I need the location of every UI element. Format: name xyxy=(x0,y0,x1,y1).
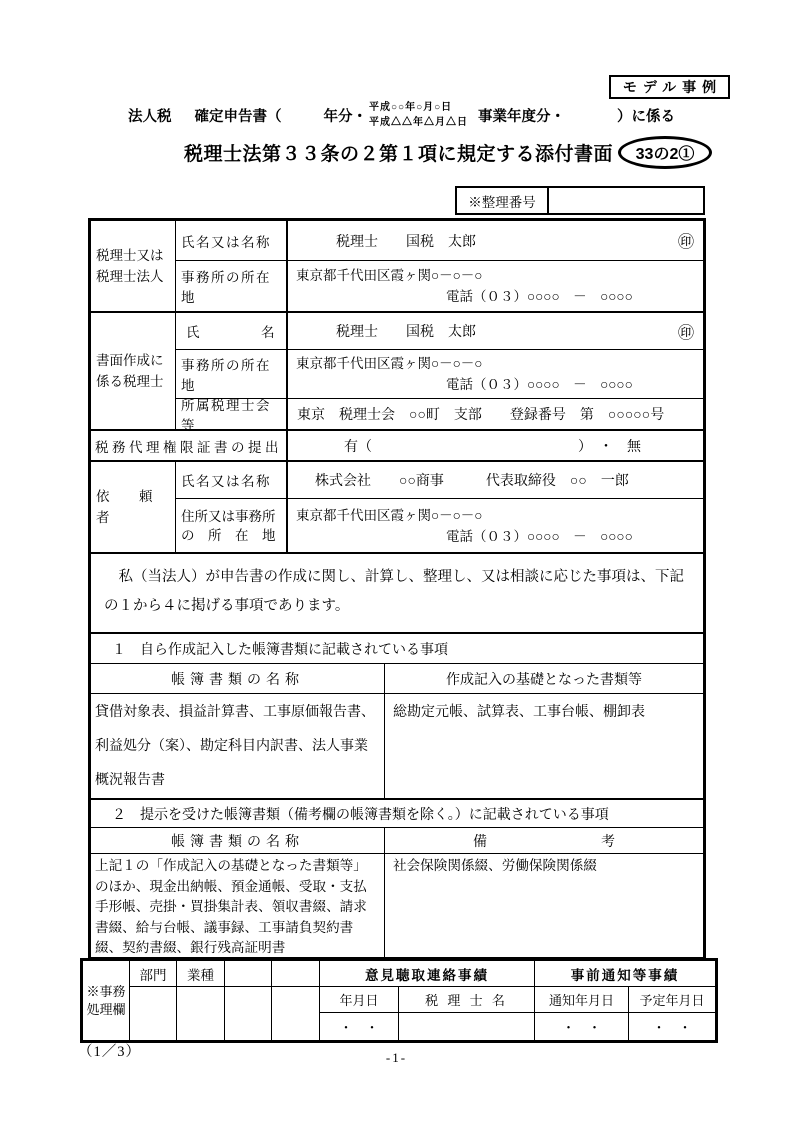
notice-date-field[interactable]: ・ ・ xyxy=(561,1020,601,1035)
industry-field[interactable] xyxy=(177,987,224,1040)
group-client-label xyxy=(91,462,182,552)
name-label-left: 氏 xyxy=(186,325,201,340)
group-tax-accountant xyxy=(91,221,703,313)
page-number: -1- xyxy=(385,1050,408,1065)
department-field[interactable] xyxy=(130,987,176,1040)
section2-remarks-header-left: 備 xyxy=(473,834,487,850)
office-address-label: 事務所の所在地 xyxy=(176,261,288,311)
office-label-line: ※事務 xyxy=(86,983,126,999)
sheet-number: （1／3） xyxy=(78,1044,141,1060)
client-name-label: 氏名又は名称 xyxy=(176,462,288,498)
row-association xyxy=(176,398,703,433)
agency-yes-option: 有（ xyxy=(344,439,372,455)
seal-mark-icon: ㊞ xyxy=(677,234,694,251)
section2-col1-header: 帳簿書類の名称 xyxy=(91,828,385,853)
section2-remarks-header-right: 考 xyxy=(601,834,615,850)
office-phone-value: 電話（０３）○○○○ － ○○○○ xyxy=(446,377,633,392)
declaration-paragraph: 私（当法人）が申告書の作成に関し、計算し、整理し、又は相談に応じた事項は、下記の１から４に掲げる事項であります。 xyxy=(91,554,703,634)
office-processing-label xyxy=(83,961,130,1040)
reference-number-field[interactable] xyxy=(549,188,703,213)
scheduled-date-field[interactable]: ・ ・ xyxy=(652,1020,692,1035)
accountant-name-value: 税理士 国税 太郎 xyxy=(336,234,476,250)
row-agency-authorization xyxy=(91,431,703,462)
blank-header xyxy=(272,961,319,987)
section1-column-headers xyxy=(91,664,703,694)
blank-field[interactable] xyxy=(272,987,319,1040)
blank-header xyxy=(225,961,271,987)
department-column xyxy=(130,961,177,1040)
association-value: 東京 税理士会 ○○町 支部 登録番号 第 ○○○○○号 xyxy=(297,408,665,423)
scheduled-date-column xyxy=(629,987,715,1040)
header-line xyxy=(128,96,675,134)
section1-basis-documents: 総勘定元帳、試算表、工事台帳、棚卸表 xyxy=(393,705,645,720)
industry-header: 業種 xyxy=(177,961,224,987)
group-client xyxy=(91,462,703,554)
period-end: 平成△△年△月△日 xyxy=(369,117,468,128)
opinion-hearing-section xyxy=(320,961,535,1040)
row-name xyxy=(176,313,703,350)
office-address-value: 東京都千代田区霞ヶ関○－○－○ xyxy=(296,356,483,371)
name-label: 氏名又は名称 xyxy=(176,221,288,260)
main-form-table xyxy=(88,218,706,960)
client-address-label-line: 住所又は事務所 xyxy=(181,508,276,524)
seal-mark-icon: ㊞ xyxy=(677,324,694,342)
group-preparing-accountant xyxy=(91,313,703,431)
section1-heading: １ 自ら作成記入した帳簿書類に記載されている事項 xyxy=(91,634,703,664)
group-tax-accountant-label xyxy=(91,221,176,311)
industry-column xyxy=(177,961,225,1040)
group-label-line: 税理士又は xyxy=(96,248,164,263)
row-office-address xyxy=(176,261,703,311)
return-close-label: ）に係る xyxy=(617,108,675,125)
accountant-name-value: 税理士 国税 太郎 xyxy=(336,325,476,340)
association-label: 所属税理士会等 xyxy=(176,399,288,429)
return-open-label: 確定申告書（ xyxy=(194,108,282,125)
group-label-line: 依 頼 者 xyxy=(96,489,182,525)
opinion-hearing-header: 意見聴取連絡事績 xyxy=(320,961,534,987)
section2-remarks-value: 社会保険関係綴、労働保険関係綴 xyxy=(393,858,597,873)
client-address-label-line: の 所 在 地 xyxy=(181,527,276,543)
section2-heading: ２ 提示を受けた帳簿書類（備考欄の帳簿書類を除く。）に記載されている事項 xyxy=(91,800,703,828)
client-phone-value: 電話（０３）○○○○ － ○○○○ xyxy=(446,528,633,544)
row-name xyxy=(176,221,703,261)
reference-number-label: ※整理番号 xyxy=(457,188,549,213)
office-address-label: 事務所の所在地 xyxy=(176,350,288,398)
tax-type-label: 法人税 xyxy=(128,108,172,125)
department-header: 部門 xyxy=(130,961,176,987)
group-label-line: 係る税理士 xyxy=(96,374,164,389)
group-preparing-accountant-label xyxy=(91,313,176,429)
page-title: 税理士法第３３条の２第１項に規定する添付書面 xyxy=(184,144,614,165)
opinion-date-field[interactable]: ・ ・ xyxy=(339,1020,379,1035)
section2-column-headers xyxy=(91,828,703,854)
year-suffix-label: 年分・ xyxy=(323,108,367,125)
prior-notice-section xyxy=(535,961,715,1040)
agency-authorization-label: 税務代理権限証書の提出 xyxy=(91,431,288,460)
section2-content-row xyxy=(91,854,703,957)
blank-field[interactable] xyxy=(225,987,271,1040)
opinion-date-column xyxy=(320,987,399,1040)
business-year-label: 事業年度分・ xyxy=(478,108,565,125)
office-processing-table xyxy=(80,958,718,1043)
section1-books-list: 貸借対象表、損益計算書、工事原価報告書、利益処分（案）、勘定科目内訳書、法人事業概況報告書 xyxy=(91,694,385,798)
group-label-line: 税理士法人 xyxy=(96,269,164,284)
notice-date-column xyxy=(535,987,629,1040)
office-address-value: 東京都千代田区霞ヶ関○－○－○ xyxy=(296,268,483,283)
name-label-right: 名 xyxy=(261,325,276,340)
accountant-name-field[interactable] xyxy=(399,1013,534,1040)
blank-column-1 xyxy=(225,961,272,1040)
section1-col1-header: 帳簿書類の名称 xyxy=(91,664,385,693)
client-name-value: 株式会社 ○○商事 代表取締役 ○○ 一郎 xyxy=(315,474,629,489)
row-client-name xyxy=(176,462,703,499)
model-case-label: モデル事例 xyxy=(609,75,730,99)
reference-number-box xyxy=(455,186,705,215)
agency-no-option: ） ・ 無 xyxy=(578,439,641,455)
opinion-date-header: 年月日 xyxy=(320,987,398,1013)
prior-notice-header: 事前通知等事績 xyxy=(535,961,715,987)
period-start: 平成○○年○月○日 xyxy=(369,102,453,113)
row-client-address xyxy=(176,499,703,552)
blank-column-2 xyxy=(272,961,320,1040)
section2-books-list: 上記１の「作成記入の基礎となった書類等」のほか、現金出納帳、預金通帳、受取・支払手形帳、売掛・買掛集計表、領収書綴、請求書綴、給与台帳、議事録、工事請負契約書綴、契約書綴、銀行残高証明書 xyxy=(91,854,385,957)
office-label-line: 処理欄 xyxy=(86,1001,126,1017)
notice-date-header: 通知年月日 xyxy=(535,987,628,1013)
section1-content-row xyxy=(91,694,703,800)
office-phone-value: 電話（０３）○○○○ － ○○○○ xyxy=(446,289,633,304)
row-office-address xyxy=(176,350,703,399)
scheduled-date-header: 予定年月日 xyxy=(629,987,715,1013)
client-address-value: 東京都千代田区霞ヶ関○－○－○ xyxy=(296,507,483,523)
business-period xyxy=(369,100,468,130)
accountant-name-header: 税 理 士 名 xyxy=(399,987,534,1013)
accountant-name-column xyxy=(399,987,534,1040)
section1-col2-header: 作成記入の基礎となった書類等 xyxy=(446,672,642,688)
form-number-badge: 33の2① xyxy=(618,136,712,169)
group-label-line: 書面作成に xyxy=(96,353,164,368)
